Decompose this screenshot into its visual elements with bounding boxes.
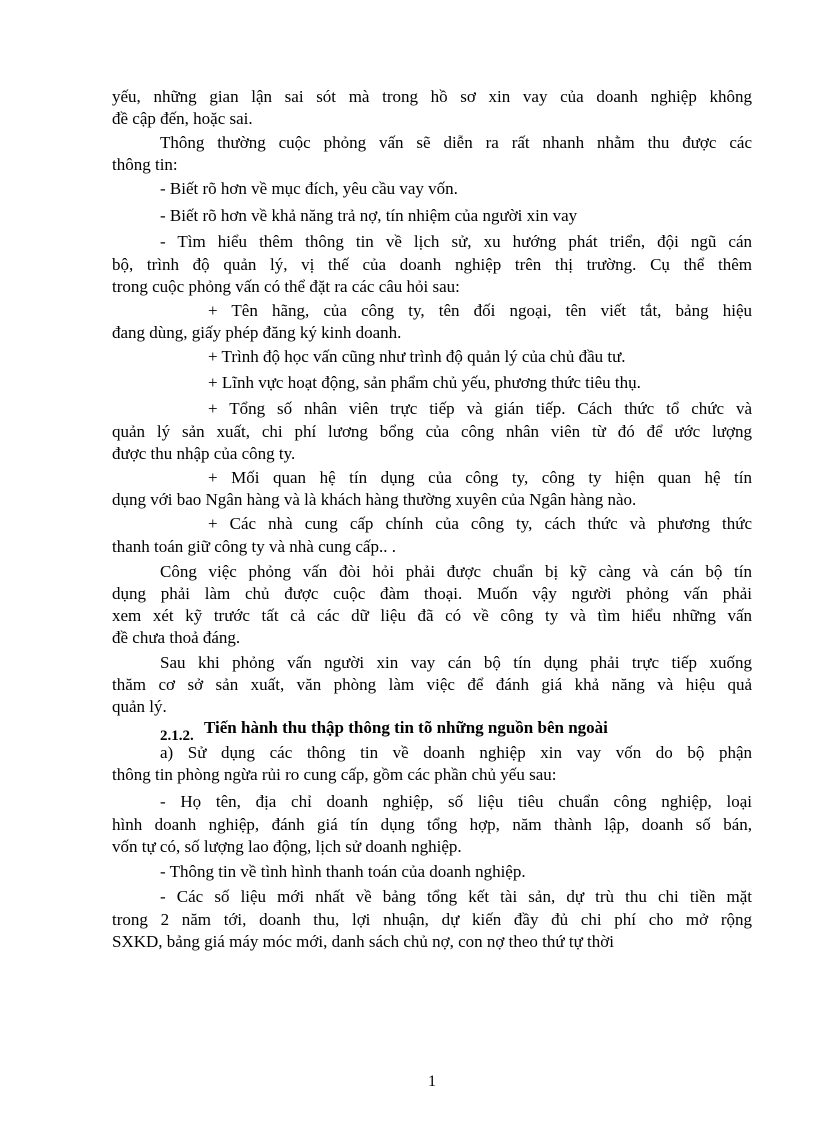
- text-line: - Họ tên, địa chỉ doanh nghiệp, số liệu tiêu chuẩn công nghiệp, loại: [160, 792, 752, 811]
- text-line: a) Sử dụng các thông tin về doanh nghiệp xin vay vốn do bộ phận: [160, 743, 752, 762]
- text-line: yếu, những gian lận sai sót mà trong hồ sơ xin vay của doanh nghiệp không: [112, 87, 752, 106]
- text-line: + Tổng số nhân viên trực tiếp và gián tiếp. Cách thức tổ chức và: [208, 399, 752, 418]
- text-line: - Biết rõ hơn về khả năng trả nợ, tín nhiệm của người xin vay: [160, 206, 578, 225]
- text-line: thăm cơ sở sản xuất, văn phòng làm việc để đánh giá khả năng và hiệu quả: [112, 675, 752, 694]
- page-number: 1: [428, 1073, 436, 1090]
- text-line: - Thông tin về tình hình thanh toán của doanh nghiệp.: [160, 862, 526, 881]
- text-line: đề cập đến, hoặc sai.: [112, 109, 253, 128]
- text-line: + Tên hãng, của công ty, tên đối ngoại, tên viết tắt, bảng hiệu: [208, 301, 752, 320]
- text-line: quản lý.: [112, 697, 167, 716]
- text-line: đang dùng, giấy phép đăng ký kinh doanh.: [112, 323, 402, 342]
- text-line: trong 2 năm tới, doanh thu, lợi nhuận, dự kiến đầy đủ chi phí cho mở rộng: [112, 910, 752, 929]
- text-line: dụng với bao Ngân hàng và là khách hàng thường xuyên của Ngân hàng nào.: [112, 490, 637, 509]
- text-line: SXKD, bảng giá máy móc mới, danh sách chủ nợ, con nợ theo thứ tự thời: [112, 932, 614, 951]
- text-line: + Lĩnh vực hoạt động, sản phẩm chủ yếu, phương thức tiêu thụ.: [208, 373, 641, 392]
- text-line: thông tin:: [112, 155, 178, 174]
- text-line: + Trình độ học vấn cũng như trình độ quản lý của chủ đầu tư.: [208, 347, 626, 366]
- text-line: xem xét kỹ trước tất cả các dữ liệu đã có về công ty và tìm hiểu những vấn: [112, 606, 752, 625]
- text-line: thông tin phòng ngừa rủi ro cung cấp, gồm các phần chủ yếu sau:: [112, 765, 557, 784]
- text-line: quản lý sản xuất, chi phí lương bổng của công nhân viên từ đó để ước lượng: [112, 422, 752, 441]
- text-line: thanh toán giữ công ty và nhà cung cấp.. .: [112, 537, 396, 556]
- text-line: - Các số liệu mới nhất về bảng tổng kết tài sản, dự trù thu chi tiền mặt: [160, 887, 752, 906]
- text-line: Thông thường cuộc phỏng vấn sẽ diễn ra rất nhanh nhằm thu được các: [160, 133, 752, 152]
- text-line: + Các nhà cung cấp chính của công ty, cách thức và phương thức: [208, 514, 752, 533]
- text-line: được thu nhập của công ty.: [112, 444, 296, 463]
- text-line: vốn tự có, số lượng lao động, lịch sử doanh nghiệp.: [112, 837, 462, 856]
- text-line: - Tìm hiểu thêm thông tin về lịch sử, xu hướng phát triển, đội ngũ cán: [160, 232, 752, 251]
- text-line: hình doanh nghiệp, đánh giá tín dụng tổng hợp, năm thành lập, doanh số bán,: [112, 815, 752, 834]
- text-line: Công việc phỏng vấn đòi hỏi phải được chuẩn bị kỹ càng và cán bộ tín: [160, 562, 752, 581]
- text-line: trong cuộc phỏng vấn có thể đặt ra các câu hỏi sau:: [112, 277, 460, 296]
- text-line: dụng phải làm chủ được cuộc đàm thoại. Muốn vậy người phỏng vấn phải: [112, 584, 752, 603]
- text-line: + Mối quan hệ tín dụng của công ty, công ty hiện quan hệ tín: [208, 468, 752, 487]
- text-line: Sau khi phỏng vấn người xin vay cán bộ tín dụng phải trực tiếp xuống: [160, 653, 752, 672]
- section-heading: Tiến hành thu thập thông tin tõ những nguồn bên ngoài: [204, 718, 608, 737]
- section-number: 2.1.2.: [160, 728, 194, 744]
- text-line: bộ, trình độ quản lý, vị thế của doanh nghiệp trên thị trường. Cụ thể thêm: [112, 255, 752, 274]
- text-line: - Biết rõ hơn về mục đích, yêu cầu vay vốn.: [160, 179, 458, 198]
- text-line: đề chưa thoả đáng.: [112, 628, 241, 647]
